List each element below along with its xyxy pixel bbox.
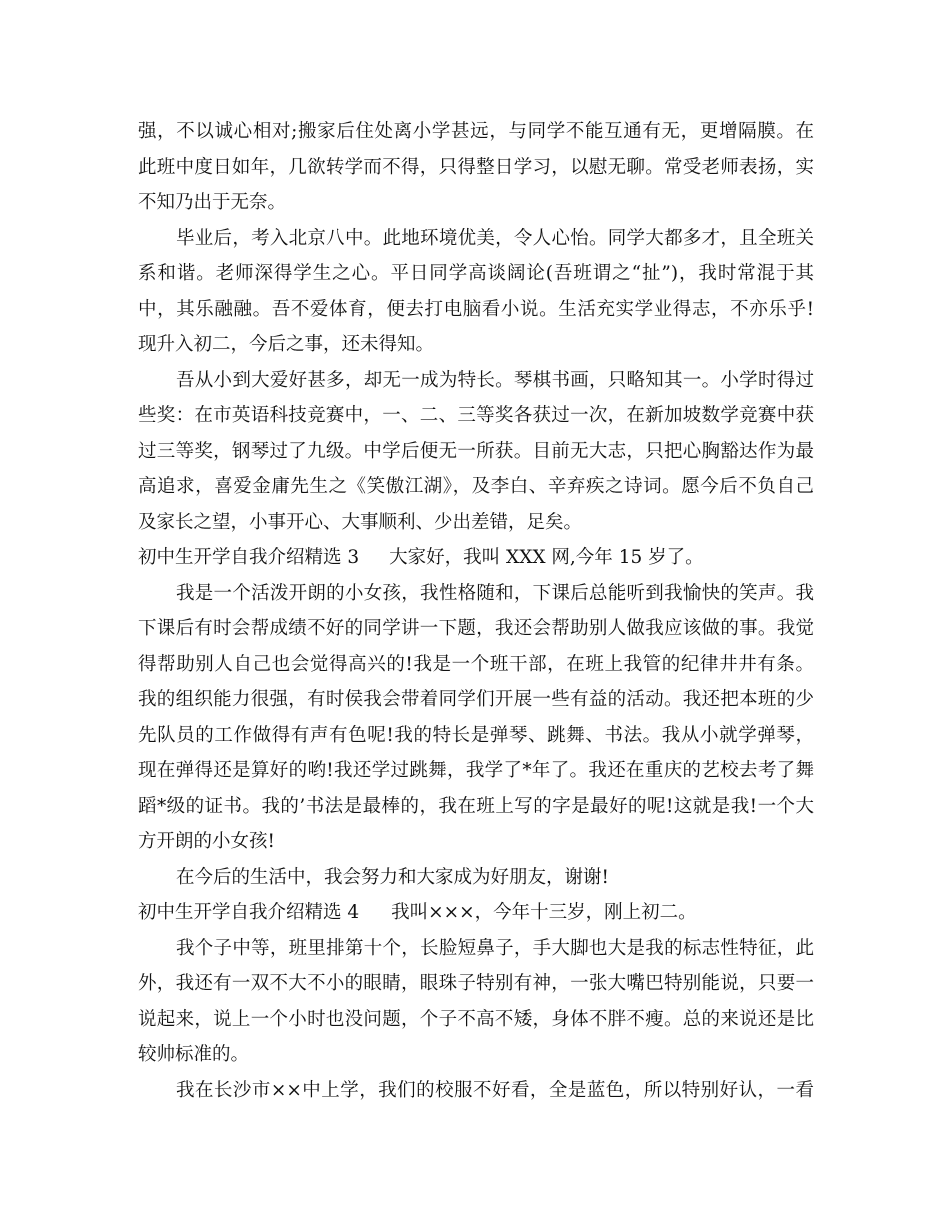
section-heading [138,895,814,931]
text-line: 强，不以诚心相对;搬家后住处离小学甚远，与同学不能互通有无，更增隔膜。在 [138,121,814,142]
text-line: 系和谐。老师深得学生之心。平日同学高谈阔论(吾班谓之“扯”)，我时常混于其 [138,263,814,284]
document-body [138,114,814,1108]
text-line: 我是一个活泼开朗的小女孩，我性格随和，下课后总能听到我愉快的笑声。我 [176,582,814,604]
text-line: 较帅标准的。 [138,1044,250,1065]
text-line: 高追求，喜爱金庸先生之《笑傲江湖》，及李白、辛弃疾之诗词。愿今后不负自己 [138,476,814,497]
text-line: 吾从小到大爱好甚多，却无一成为特长。琴棋书画，只略知其一。小学时得过 [176,369,814,391]
text-line: 得帮助别人自己也会觉得高兴的!我是一个班干部，在班上我管的纪律井井有条。 [138,653,814,675]
text-line: 现升入初二，今后之事，还未得知。 [138,334,435,355]
text-line: 现在弹得还是算好的哟!我还学过跳舞，我学了*年了。我还在重庆的艺校去考了舞 [138,760,814,781]
text-line: 在今后的生活中，我会努力和大家成为好朋友，谢谢! [176,866,609,888]
text-line: 我在长沙市××中上学，我们的校服不好看，全是蓝色，所以特别好认，一看 [176,1079,814,1101]
text-line: 毕业后，考入北京八中。此地环境优美，令人心怡。同学大都多才，且全班关 [176,227,814,249]
text-line: 下课后有时会帮成绩不好的同学讲一下题，我还会帮助别人做我应该做的事。我觉 [138,618,814,639]
text-line: 蹈*级的证书。我的’书法是最棒的，我在班上写的字是最好的呢!这就是我!一个大 [138,795,814,817]
text-line: 不知乃出于无奈。 [138,192,287,213]
text-line: 说起来，说上一个小时也没问题，个子不高不矮，身体不胖不瘦。总的来说还是比 [138,1008,814,1030]
section-heading-title: 初中生开学自我介绍精选 4 [138,902,360,923]
section-heading-title: 初中生开学自我介绍精选 3 [138,547,360,568]
text-line: 此班中度日如年，几欲转学而不得，只得整日学习，以慰无聊。常受老师表扬，实 [138,156,814,178]
text-line: 过三等奖，钢琴过了九级。中学后便无一所获。目前无大志，只把心胸豁达作为最 [138,440,814,462]
section-heading-intro: 大家好，我叫 XXX 网,今年 15 岁了。 [389,547,704,568]
text-line: 些奖：在市英语科技竞赛中，一、二、三等奖各获过一次，在新加坡数学竞赛中获 [138,405,814,426]
section-heading [138,540,814,576]
text-line: 方开朗的小女孩! [138,831,275,852]
text-line: 我的组织能力很强，有时侯我会带着同学们开展一些有益的活动。我还把本班的少 [138,689,814,710]
text-line: 外，我还有一双不大不小的眼睛，眼珠子特别有神，一张大嘴巴特别能说，只要一 [138,973,814,994]
text-line: 先队员的工作做得有声有色呢!我的特长是弹琴、跳舞、书法。我从小就学弹琴， [138,724,814,746]
section-heading-intro: 我叫×××，今年十三岁，刚上初二。 [391,902,697,923]
text-line: 及家长之望，小事开心、大事顺利、少出差错，足矣。 [138,511,583,533]
text-line: 中，其乐融融。吾不爱体育，便去打电脑看小说。生活充实学业得志，不亦乐乎! [138,298,814,320]
text-line: 我个子中等，班里排第十个，长脸短鼻子，手大脚也大是我的标志性特征，此 [176,937,814,959]
